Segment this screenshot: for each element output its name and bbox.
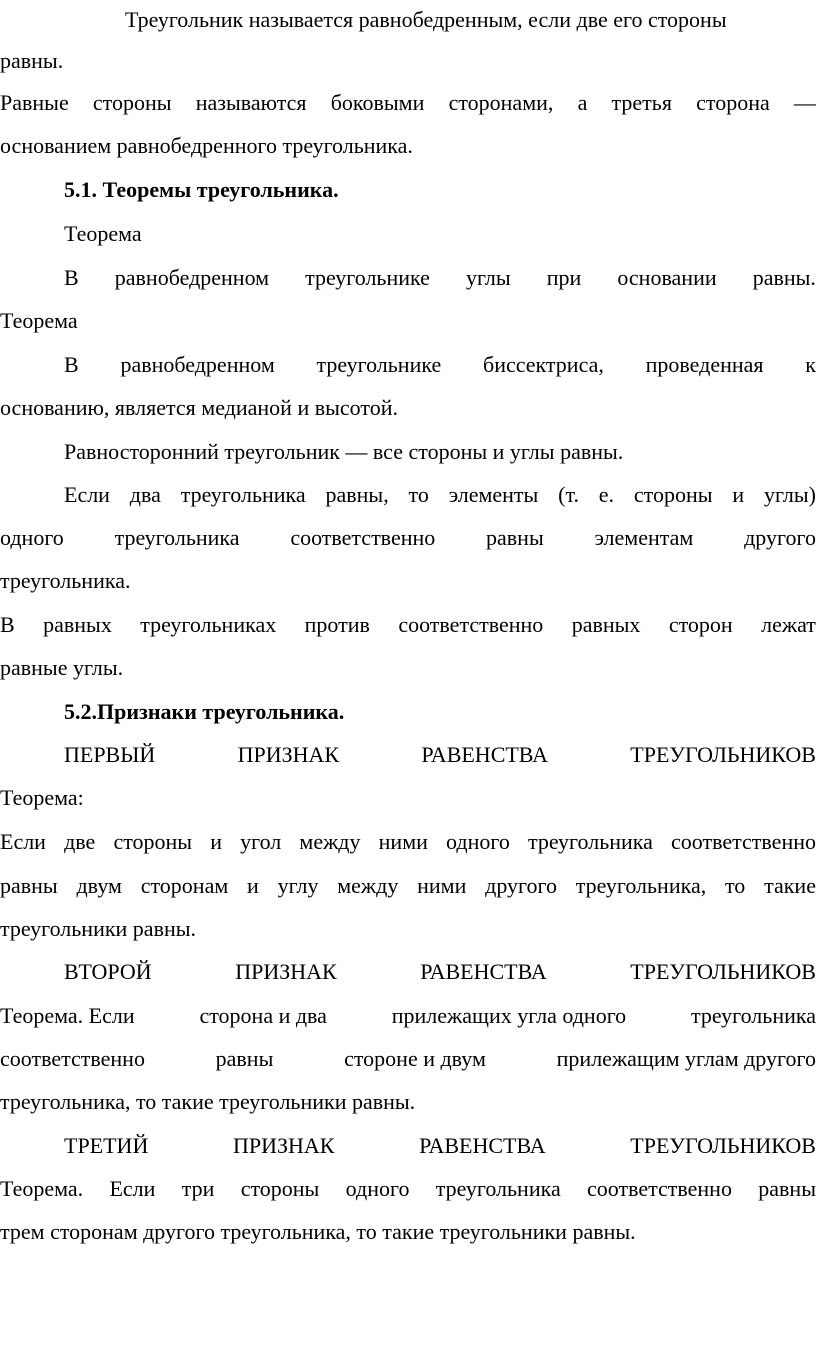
- word: ПЕРВЫЙ: [64, 742, 156, 767]
- third-sign-line-2: трем сторонам другого треугольника, то такие треугольники равны.: [0, 1219, 636, 1244]
- word: ВТОРОЙ: [64, 959, 152, 984]
- word: то: [408, 482, 429, 507]
- word: проведенная: [645, 352, 764, 377]
- word: Если: [0, 829, 46, 854]
- word: против: [304, 612, 370, 637]
- word: ними: [417, 873, 467, 898]
- word: равных: [571, 612, 641, 637]
- word: Теорема. Если: [0, 1003, 135, 1028]
- word: треугольника: [691, 1003, 816, 1028]
- theorem-2-continuation: основанию, является медианой и высотой.: [0, 395, 398, 420]
- opposite-line-1: [0, 605, 816, 645]
- word: боковыми: [330, 90, 425, 115]
- word: равнобедренном: [114, 265, 270, 290]
- word: двум: [76, 873, 122, 898]
- intro-line-2: равны.: [0, 48, 64, 73]
- second-sign-line-3: треугольника, то такие треугольники равны.: [0, 1089, 416, 1114]
- word: стороны: [240, 1176, 320, 1201]
- word: а: [577, 90, 588, 115]
- word: Равные: [0, 90, 69, 115]
- word: соответственно: [671, 829, 816, 854]
- word: В: [64, 352, 79, 377]
- word: В: [64, 265, 79, 290]
- theorem-2-text: [64, 345, 816, 385]
- word: сторон: [668, 612, 733, 637]
- word: два: [129, 482, 161, 507]
- word: такие: [764, 873, 816, 898]
- word: В: [0, 612, 15, 637]
- congruent-line-2: [0, 518, 816, 558]
- word: Если: [64, 482, 110, 507]
- word: элементы: [448, 482, 539, 507]
- word: между: [299, 829, 361, 854]
- word: треугольника: [527, 829, 653, 854]
- third-sign-line-1: [0, 1169, 816, 1209]
- word: лежат: [761, 612, 816, 637]
- word: равнобедренном: [120, 352, 275, 377]
- word: сторонами,: [448, 90, 554, 115]
- second-sign-line-2: [0, 1039, 816, 1079]
- word: элементам: [594, 525, 694, 550]
- first-theorem-label: Теорема:: [0, 785, 84, 810]
- word: соответственно: [290, 525, 436, 550]
- word: прилежащих угла одного: [391, 1003, 627, 1028]
- word: между: [337, 873, 399, 898]
- second-sign-line-1: [0, 996, 816, 1036]
- word: Теорема.: [0, 1176, 84, 1201]
- word: ТРЕУГОЛЬНИКОВ: [630, 1133, 816, 1158]
- intro-line-4: основанием равнобедренного треугольника.: [0, 133, 413, 158]
- word: называются: [195, 90, 307, 115]
- word: треугольнике: [305, 265, 430, 290]
- word: треугольника,: [575, 873, 707, 898]
- intro-line-1: Треугольник называется равнобедренным, если две его стороны: [125, 7, 727, 32]
- word: —: [793, 90, 816, 115]
- word: равны.: [752, 265, 816, 290]
- word: РАВЕНСТВА: [421, 742, 548, 767]
- equilateral-definition: Равносторонний треугольник — все стороны и углы равны.: [64, 439, 624, 464]
- word: (т.: [558, 482, 579, 507]
- word: соответственно: [398, 612, 544, 637]
- word: углы): [763, 482, 816, 507]
- word: стороны: [92, 90, 172, 115]
- word: треугольника: [435, 1176, 561, 1201]
- word: ТРЕТИЙ: [64, 1133, 149, 1158]
- word: углу: [277, 873, 319, 898]
- third-sign-heading: [64, 1126, 816, 1166]
- word: треугольнике: [316, 352, 442, 377]
- word: е.: [598, 482, 615, 507]
- word: РАВЕНСТВА: [420, 959, 547, 984]
- word: равны: [486, 525, 544, 550]
- word: ТРЕУГОЛЬНИКОВ: [630, 742, 816, 767]
- word: Если: [109, 1176, 156, 1201]
- word: ПРИЗНАК: [237, 742, 340, 767]
- theorem-2-label: Теорема: [0, 308, 78, 333]
- word: равных: [43, 612, 112, 637]
- congruent-line-1: [64, 475, 816, 515]
- word: другого: [744, 525, 816, 550]
- word: стороны: [113, 829, 193, 854]
- word: стороны: [633, 482, 713, 507]
- word: сторонам: [140, 873, 229, 898]
- word: ПРИЗНАК: [232, 1133, 335, 1158]
- word: равны: [758, 1176, 816, 1201]
- word: и: [732, 482, 745, 507]
- word: к: [805, 352, 816, 377]
- word: ПРИЗНАК: [235, 959, 337, 984]
- word: равны,: [325, 482, 389, 507]
- word: и: [210, 829, 222, 854]
- word: биссектриса,: [483, 352, 604, 377]
- word: ними: [378, 829, 428, 854]
- word: равны: [215, 1046, 274, 1071]
- word: соответственно: [587, 1176, 732, 1201]
- word: основании: [617, 265, 717, 290]
- word: ТРЕУГОЛЬНИКОВ: [630, 959, 816, 984]
- first-sign-heading: [64, 735, 816, 775]
- word: три: [181, 1176, 215, 1201]
- section-5-1-heading: 5.1. Теоремы треугольника.: [64, 177, 339, 202]
- word: треугольниках: [140, 612, 277, 637]
- first-sign-line-1: [0, 822, 816, 862]
- theorem-label: Теорема: [64, 221, 142, 246]
- opposite-line-2: равные углы.: [0, 655, 124, 680]
- word: и: [247, 873, 259, 898]
- word: равны: [0, 873, 58, 898]
- word: то: [724, 873, 746, 898]
- word: угол: [240, 829, 282, 854]
- word: стороне и двум: [344, 1046, 486, 1071]
- congruent-line-3: треугольника.: [0, 568, 131, 593]
- word: при: [546, 265, 582, 290]
- word: треугольника: [180, 482, 306, 507]
- word: одного: [345, 1176, 410, 1201]
- word: другого: [485, 873, 557, 898]
- word: одного: [0, 525, 64, 550]
- word: две: [64, 829, 96, 854]
- word: одного: [446, 829, 510, 854]
- first-sign-line-3: треугольники равны.: [0, 916, 197, 941]
- first-sign-line-2: [0, 866, 816, 906]
- word: углы: [465, 265, 511, 290]
- theorem-1-text: [64, 258, 816, 298]
- word: РАВЕНСТВА: [419, 1133, 546, 1158]
- intro-line-3: [0, 83, 816, 123]
- second-sign-heading: [64, 952, 816, 992]
- word: сторона и два: [199, 1003, 327, 1028]
- section-5-2-heading: 5.2.Признаки треугольника.: [64, 699, 345, 724]
- word: прилежащим углам другого: [556, 1046, 816, 1071]
- word: третья: [611, 90, 672, 115]
- word: сторона: [696, 90, 770, 115]
- word: соответственно: [0, 1046, 145, 1071]
- word: треугольника: [114, 525, 240, 550]
